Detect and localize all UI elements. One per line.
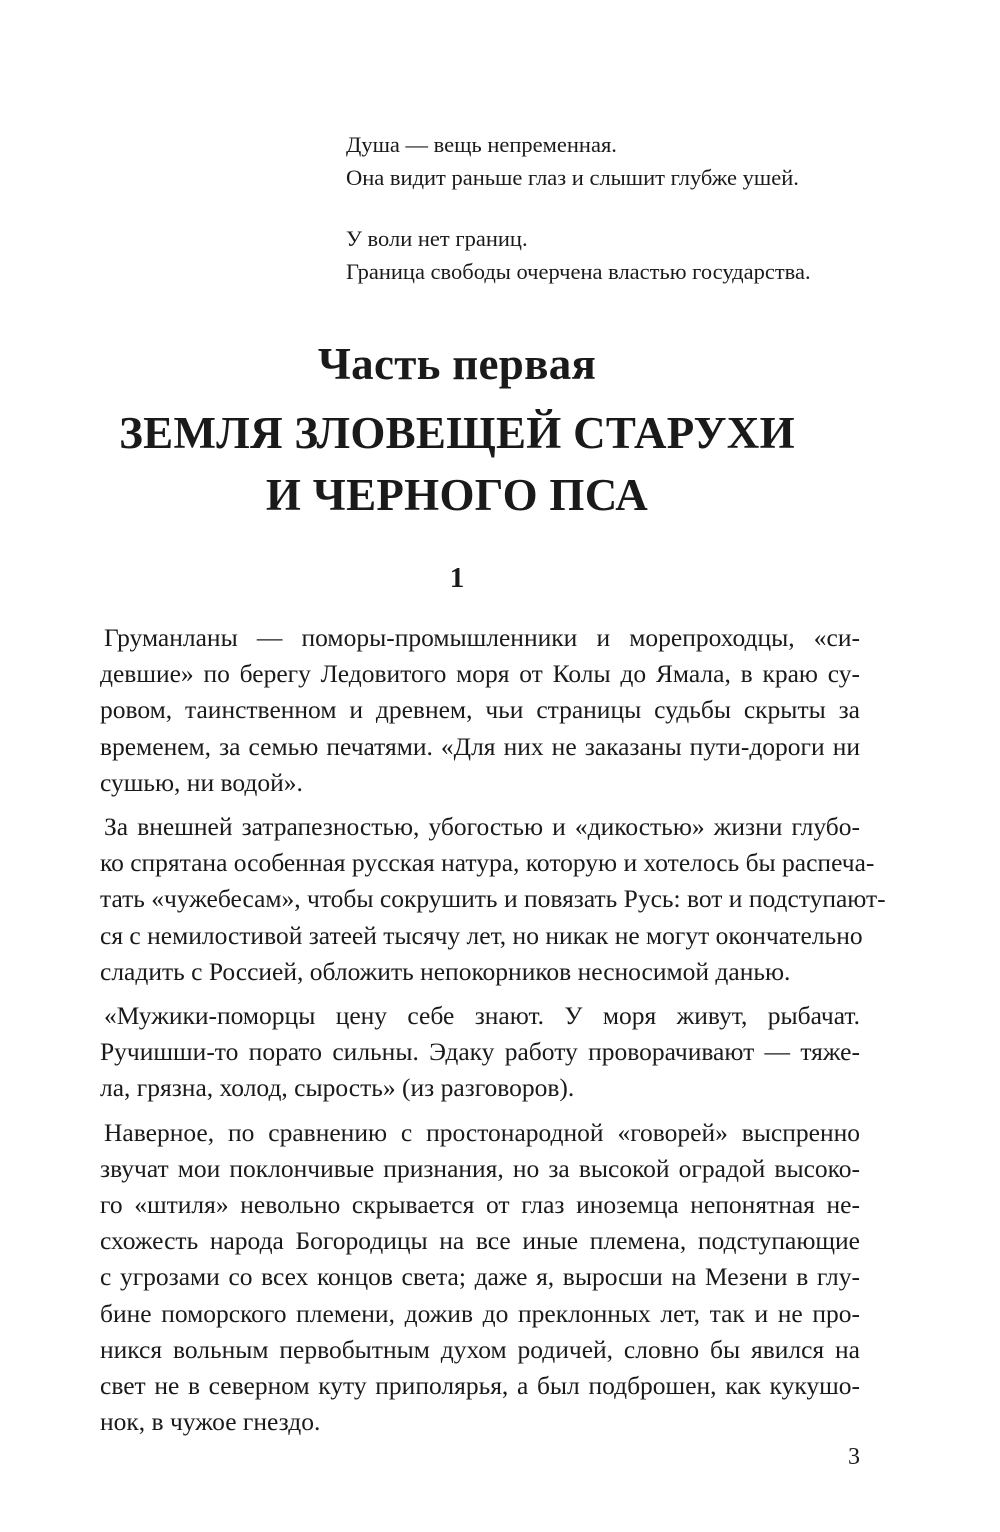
paragraph bbox=[100, 998, 860, 1107]
text-line: Ручишши-то порато сильны. Эдаку работу проворачивают — тяже- bbox=[100, 1037, 860, 1067]
text-line: свет не в северном куту приполярья, а был подброшен, как кукушо- bbox=[100, 1371, 860, 1401]
text-line: нок, в чужое гнездо. bbox=[100, 1407, 321, 1437]
chapter-body bbox=[100, 620, 886, 1448]
text-line: с угрозами со всех концов света; даже я, выросши на Мезени в глу- bbox=[100, 1262, 860, 1292]
page-number: 3 bbox=[848, 1444, 860, 1470]
chapter-number: 1 bbox=[449, 562, 465, 594]
book-title bbox=[0, 402, 914, 526]
epigraph-line: У воли нет границ. bbox=[346, 226, 528, 251]
text-line: «Мужики-поморцы цену себе знают. У моря живут, рыбачат. bbox=[104, 1001, 860, 1031]
part-title: Часть первая bbox=[317, 339, 597, 389]
book-title-line: ЗЕМЛЯ ЗЛОВЕЩЕЙ СТАРУХИ bbox=[119, 408, 795, 458]
text-line: сушью, ни водой». bbox=[100, 767, 303, 797]
text-line: бине поморского племени, дожив до преклонных лет, так и не про- bbox=[100, 1298, 860, 1328]
text-line: ровом, таинственном и древнем, чьи страницы судьбы скрыты за bbox=[100, 695, 860, 725]
paragraph bbox=[100, 620, 860, 801]
text-line: девшие» по берегу Ледовитого моря от Колы до Ямала, в краю су- bbox=[100, 659, 860, 689]
text-line: временем, за семью печатями. «Для них не заказаны пути-дороги ни bbox=[100, 731, 860, 761]
text-line: го «штиля» невольно скрывается от глаз иноземца непонятная не- bbox=[100, 1190, 860, 1220]
text-line: тать «чужебесам», чтобы сокрушить и повязать Русь: вот и подступают- bbox=[100, 884, 886, 914]
epigraph-line: Она видит раньше глаз и слышит глубже ушей. bbox=[346, 165, 799, 190]
paragraph bbox=[100, 1115, 860, 1441]
text-line: Наверное, по сравнению с простонародной «говорей» выспренно bbox=[104, 1117, 860, 1147]
text-line: ко спрятана особенная русская натура, которую и хотелось бы распеча- bbox=[100, 848, 875, 878]
text-line: никся вольным первобытным духом родичей, словно бы явился на bbox=[100, 1334, 860, 1364]
text-line: сладить с Россией, обложить непокорников несносимой данью. bbox=[100, 956, 791, 986]
text-line: За внешней затрапезностью, убогостью и «дикостью» жизни глубо- bbox=[104, 812, 860, 842]
paragraph bbox=[100, 809, 886, 990]
epigraphs bbox=[346, 128, 906, 316]
book-title-line: И ЧЕРНОГО ПСА bbox=[265, 470, 649, 520]
text-line: звучат мои поклончивые признания, но за высокой оградой высоко- bbox=[100, 1153, 860, 1183]
epigraph-freedom bbox=[346, 222, 906, 288]
text-line: ла, грязна, холод, сырость» (из разговоров). bbox=[100, 1073, 575, 1103]
epigraph-line: Граница свободы очерчена властью государства. bbox=[346, 259, 811, 284]
epigraph-soul bbox=[346, 128, 906, 194]
text-line: Груманланы — поморы-промышленники и морепроходцы, «си- bbox=[104, 623, 860, 652]
text-line: ся с немилостивой затеей тысячу лет, но никак не могут окончательно bbox=[100, 920, 863, 950]
epigraph-line: Душа — вещь непременная. bbox=[346, 132, 617, 157]
text-line: схожесть народа Богородицы на все иные племена, подступающие bbox=[100, 1226, 860, 1256]
